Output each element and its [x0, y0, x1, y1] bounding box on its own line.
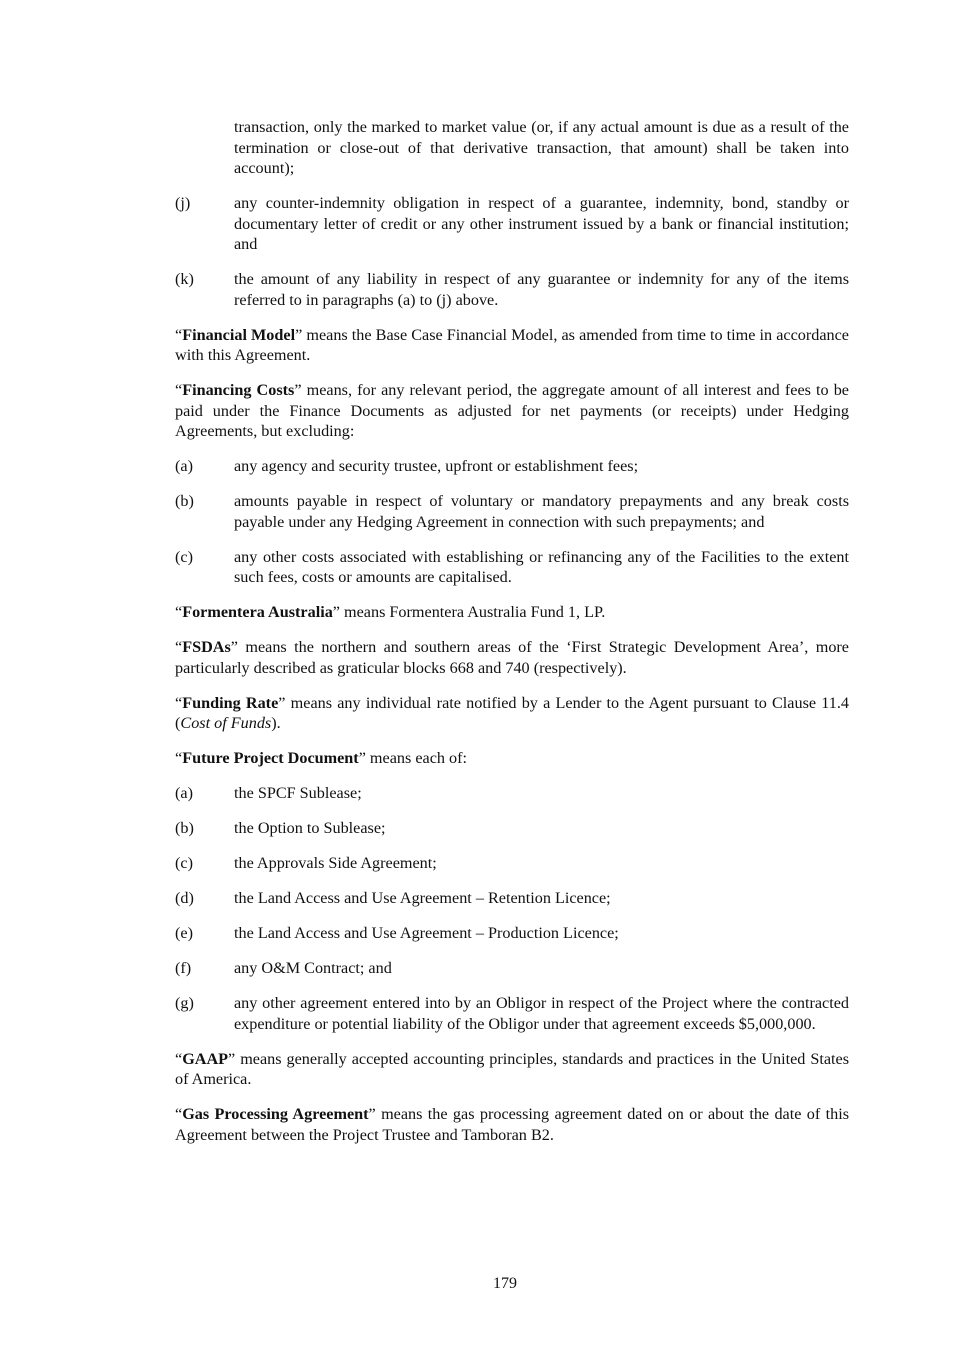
definition-financing-costs: “Financing Costs” means, for any relevant period, the aggregate amount of all interest and fees to be paid under the Finance Documents as adjusted for net payments (or receipts) under Hedging Agreements, but excluding:: [175, 381, 849, 440]
item-label: (j): [175, 194, 191, 212]
item-text: any other agreement entered into by an Obligor in respect of the Project where the contracted expenditure or potential liability of the Obligor under that agreement exceeds $5,000,000.: [234, 994, 849, 1033]
item-label: (g): [175, 994, 194, 1012]
definition-fsdas: “FSDAs” means the northern and southern areas of the ‘First Strategic Development Area’, more particularly described as graticular blocks 668 and 740 (respectively).: [175, 638, 849, 677]
item-label: (d): [175, 889, 194, 907]
item-text: any agency and security trustee, upfront or establishment fees;: [234, 457, 639, 475]
item-text: the Approvals Side Agreement;: [234, 854, 437, 872]
item-text: the Land Access and Use Agreement – Retention Licence;: [234, 889, 611, 907]
defined-term: Future Project Document: [182, 749, 359, 767]
page-number: 179: [493, 1275, 517, 1292]
item-text: the SPCF Sublease;: [234, 784, 362, 802]
definition-gas-processing-agreement: “Gas Processing Agreement” means the gas processing agreement dated on or about the date of this Agreement between the Project Trustee and Tamboran B2.: [175, 1105, 849, 1144]
defined-term: FSDAs: [182, 638, 231, 656]
item-label: (b): [175, 819, 194, 837]
item-label: (a): [175, 457, 193, 475]
definition-future-project-document: “Future Project Document” means each of:: [175, 749, 468, 767]
list-item: [175, 888, 849, 909]
item-label: (b): [175, 492, 194, 510]
clause-reference: Cost of Funds: [180, 714, 272, 732]
list-item: [175, 923, 849, 944]
item-text: the Option to Sublease;: [234, 819, 386, 837]
item-text: any other costs associated with establishing or refinancing any of the Facilities to the extent such fees, costs or amounts are capitalised.: [234, 547, 849, 586]
list-item: [175, 269, 849, 310]
list-item: [175, 958, 849, 979]
item-text: the amount of any liability in respect of any guarantee or indemnity for any of the items referred to in paragraphs (a) to (j) above.: [234, 270, 849, 309]
item-text: any counter-indemnity obligation in respect of a guarantee, indemnity, bond, standby or documentary letter of credit or any other instrument issued by a bank or financial institution; and: [234, 194, 849, 253]
list-item: [175, 193, 849, 255]
list-item: [175, 818, 849, 839]
item-label: (k): [175, 270, 194, 288]
continuation-paragraph: transaction, only the marked to market value (or, if any actual amount is due as a result of the termination or close-out of that derivative transaction, that amount) shall be taken into account);: [234, 118, 849, 177]
item-label: (c): [175, 854, 193, 872]
defined-term: GAAP: [182, 1049, 229, 1068]
document-page: [175, 117, 849, 1145]
definition-formentera-australia: “Formentera Australia” means Formentera Australia Fund 1, LP.: [175, 603, 606, 621]
definition-financial-model: “Financial Model” means the Base Case Financial Model, as amended from time to time in accordance with this Agreement.: [175, 325, 849, 364]
defined-term: Formentera Australia: [182, 603, 333, 621]
list-item: [175, 547, 849, 588]
item-text: amounts payable in respect of voluntary or mandatory prepayments and any break costs payable under any Hedging Agreement in connection with such prepayments; and: [234, 492, 849, 531]
item-label: (e): [175, 924, 193, 942]
definition-gaap: “GAAP” means generally accepted accounting principles, standards and practices in the United States of America.: [175, 1049, 849, 1088]
list-item: [175, 993, 849, 1034]
item-label: (f): [175, 959, 192, 977]
list-item: [175, 783, 849, 804]
item-text: any O&M Contract; and: [234, 959, 392, 977]
list-item: [175, 456, 849, 477]
item-label: (a): [175, 784, 193, 802]
list-item: [175, 853, 849, 874]
list-item: [175, 491, 849, 532]
defined-term: Financing Costs: [182, 381, 295, 399]
defined-term: Gas Processing Agreement: [182, 1105, 369, 1123]
item-label: (c): [175, 547, 193, 566]
defined-term: Financial Model: [182, 325, 296, 344]
definition-funding-rate: “Funding Rate” means any individual rate notified by a Lender to the Agent pursuant to Clause 11.4 (Cost of Funds).: [175, 693, 849, 732]
defined-term: Funding Rate: [182, 693, 279, 712]
item-text: the Land Access and Use Agreement – Production Licence;: [234, 924, 619, 942]
